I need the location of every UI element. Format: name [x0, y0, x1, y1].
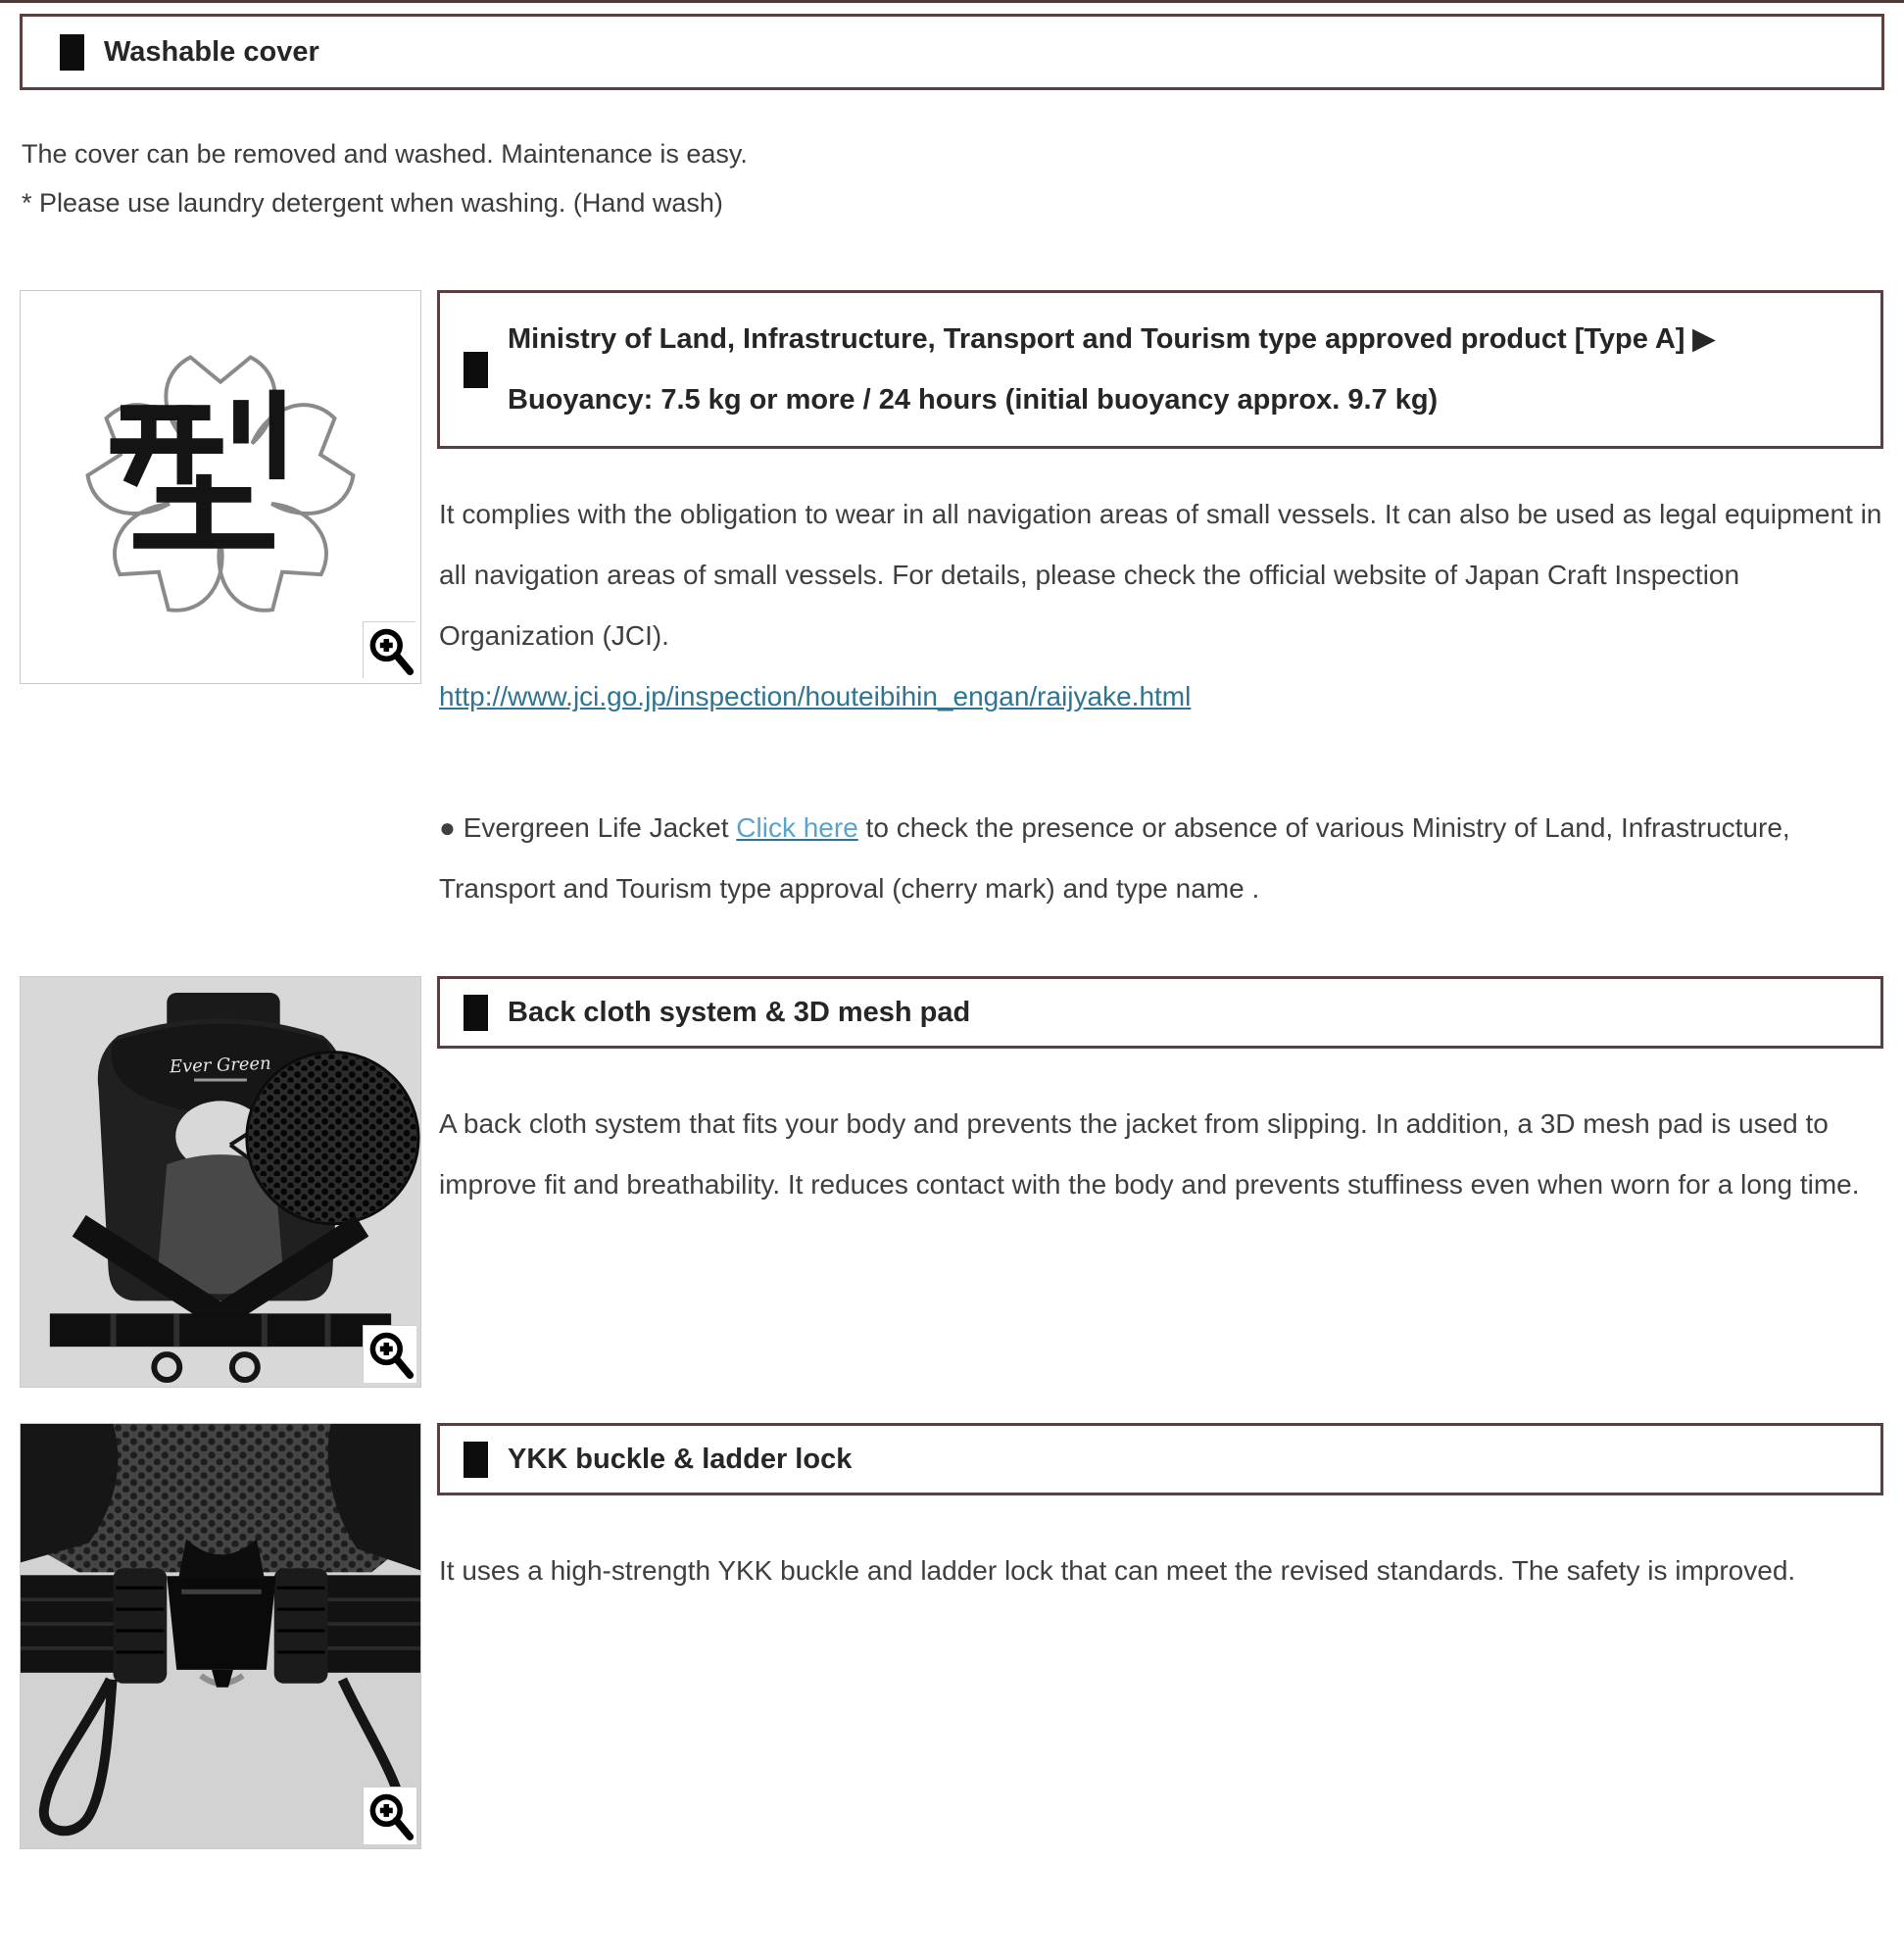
ykk-paragraph: It uses a high-strength YKK buckle and ladder lock that can meet the revised standards. The safety is improved. — [439, 1555, 1796, 1586]
buckle-graphic — [21, 1424, 420, 1848]
black-square-marker — [464, 995, 488, 1031]
ministry-approval-row — [0, 290, 1904, 919]
ykk-text-column — [437, 1423, 1883, 1601]
sakura-outline — [88, 358, 354, 611]
black-square-marker — [60, 34, 84, 71]
jci-url-link[interactable]: http://www.jci.go.jp/inspection/houteibihin_engan/raijyake.html — [439, 681, 1192, 711]
jacket-back-image-column — [20, 976, 421, 1388]
section-header-washable-cover — [20, 14, 1884, 90]
black-square-marker — [464, 352, 488, 388]
jci-url-line — [439, 666, 1883, 727]
buckle-image-column — [20, 1423, 421, 1849]
section-title-ministry-approval: Ministry of Land, Infrastructure, Transport and Tourism type approved product [Type A] ▶ Buoyancy: 7.5 kg or more / 24 hours (initial buoyancy approx. 9.7 kg) — [508, 323, 1715, 416]
ykk-buckle-row — [0, 1423, 1904, 1849]
zoom-icon[interactable] — [364, 622, 416, 679]
section-header-ykk-buckle — [437, 1423, 1883, 1495]
cherry-blossom-mark-graphic — [54, 320, 387, 654]
ministry-paragraph: It complies with the obligation to wear in all navigation areas of small vessels. It can also be used as legal equipment in all navigation areas of small vessels. For details, please check the official website of Japan Craft Inspection Organization (JCI). — [439, 499, 1882, 651]
back-cloth-text-column — [437, 976, 1883, 1215]
jacket-back-graphic — [21, 977, 420, 1387]
evergreen-text-suffix: to check the presence or absence of various Ministry of Land, Infrastructure, Transport and Tourism type approval (cherry mark) and type name . — [439, 812, 1790, 904]
buckle-image[interactable] — [20, 1423, 421, 1849]
section-header-back-cloth — [437, 976, 1883, 1049]
section-header-ministry-approval — [437, 290, 1883, 449]
cherry-mark-image-column — [20, 290, 421, 684]
zoom-icon[interactable] — [364, 1326, 416, 1383]
jacket-logo-text: Ever Green — [169, 1053, 271, 1078]
section-title-washable-cover: Washable cover — [104, 36, 319, 68]
click-here-link[interactable]: Click here — [736, 812, 858, 843]
evergreen-paragraph — [439, 798, 1883, 919]
top-divider — [0, 0, 1904, 3]
ministry-approval-text-column — [437, 290, 1883, 919]
evergreen-text-prefix: ● Evergreen Life Jacket — [439, 812, 737, 843]
black-square-marker — [464, 1442, 488, 1478]
zoom-icon[interactable] — [364, 1788, 416, 1844]
washable-text-line2: * Please use laundry detergent when washing. (Hand wash) — [22, 188, 723, 218]
cherry-mark-image[interactable] — [20, 290, 421, 684]
back-cloth-row — [0, 976, 1904, 1388]
jacket-back-image[interactable] — [20, 976, 421, 1388]
section-title-ykk-buckle: YKK buckle & ladder lock — [508, 1444, 853, 1475]
section-title-back-cloth: Back cloth system & 3D mesh pad — [508, 997, 971, 1028]
washable-text-line1: The cover can be removed and washed. Maintenance is easy. — [22, 139, 748, 169]
back-cloth-paragraph: A back cloth system that fits your body and prevents the jacket from slipping. In addition, a 3D mesh pad is used to improve fit and breathability. It reduces contact with the body and prevents stuffiness even when worn for a long time. — [439, 1108, 1860, 1200]
